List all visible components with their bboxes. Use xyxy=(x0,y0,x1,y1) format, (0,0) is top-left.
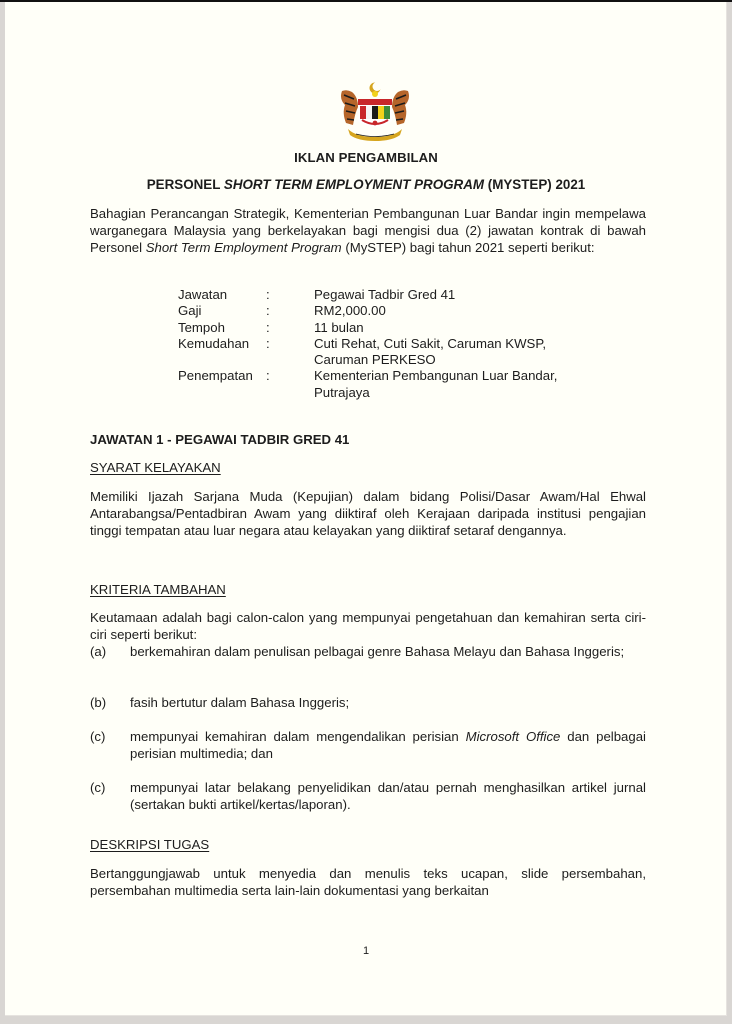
criteria-item xyxy=(90,643,646,660)
criteria-item xyxy=(90,728,646,762)
duties-heading: DESKRIPSI TUGAS xyxy=(90,837,210,852)
subtitle-prefix: PERSONEL xyxy=(146,177,224,192)
detail-value: RM2,000.00 xyxy=(314,303,386,319)
detail-colon: : xyxy=(266,287,270,302)
detail-value: Pegawai Tadbir Gred 41 xyxy=(314,287,456,302)
detail-label: Kemudahan xyxy=(178,335,250,351)
item-text-before: mempunyai kemahiran dalam mengendalikan perisian xyxy=(130,729,466,744)
detail-row-jawatan xyxy=(178,287,594,303)
job-details-table xyxy=(178,287,594,401)
subtitle-suffix: (MYSTEP) 2021 xyxy=(484,177,586,192)
item-text: mempunyai latar belakang penyelidikan dan/atau pernah menghasilkan artikel jurnal (sertakan bukti artikel/kertas/laporan). xyxy=(130,780,646,812)
item-marker: (c) xyxy=(90,729,106,744)
subtitle-italic: SHORT TERM EMPLOYMENT PROGRAM xyxy=(223,177,485,192)
detail-label: Tempoh xyxy=(178,319,225,335)
detail-row-gaji xyxy=(178,303,594,319)
intro-paragraph xyxy=(90,205,646,256)
page-number: 1 xyxy=(362,945,370,957)
item-marker: (b) xyxy=(90,695,107,710)
detail-value: Cuti Rehat, Cuti Sakit, Caruman KWSP, Caruman PERKESO xyxy=(314,335,547,368)
detail-label: Jawatan xyxy=(178,287,228,302)
item-italic: Microsoft Office xyxy=(465,729,561,744)
additional-criteria-heading: KRITERIA TAMBAHAN xyxy=(90,582,226,597)
document-title: IKLAN PENGAMBILAN xyxy=(294,150,438,165)
criteria-item xyxy=(90,779,646,813)
detail-colon: : xyxy=(266,335,270,351)
intro-italic: Short Term Employment Program xyxy=(145,240,342,255)
detail-row-tempoh xyxy=(178,320,594,336)
duties-text: Bertanggungjawab untuk menyedia dan menulis teks ucapan, slide persembahan, persembahan multimedia serta lain-lain dokumentasi yang berkaitan xyxy=(90,866,646,898)
detail-label: Penempatan xyxy=(178,368,253,384)
item-marker: (a) xyxy=(90,644,107,659)
detail-value: 11 bulan xyxy=(314,319,364,335)
detail-colon: : xyxy=(266,303,270,319)
document-page xyxy=(5,2,727,1016)
intro-text-1: Bahagian Perancangan Strategik, Kementerian Pembangunan Luar Bandar ingin mempelawa warganegara Malaysia yang berkelayakan bagi mengisi dua (2) jawatan kontrak di bawah Personel xyxy=(90,206,646,255)
position-heading: JAWATAN 1 - PEGAWAI TADBIR GRED 41 xyxy=(90,432,350,447)
intro-text-2: (MySTEP) bagi tahun 2021 seperti berikut: xyxy=(341,240,595,255)
detail-label: Gaji xyxy=(178,303,202,319)
detail-value: Kementerian Pembangunan Luar Bandar, Putrajaya xyxy=(314,368,558,400)
requirements-heading: SYARAT KELAYAKAN xyxy=(90,460,221,475)
coat-of-arms-logo xyxy=(336,81,414,143)
additional-criteria-intro: Keutamaan adalah bagi calon-calon yang mempunyai pengetahuan dan kemahiran serta ciri-ciri seperti berikut: xyxy=(90,610,646,642)
item-marker: (c) xyxy=(90,780,106,795)
detail-colon: : xyxy=(266,368,270,384)
requirements-text: Memiliki Ijazah Sarjana Muda (Kepujian) dalam bidang Polisi/Dasar Awam/Hal Ehwal Antarabangsa/Pentadbiran Awam yang diiktiraf oleh Kerajaan daripada institusi pengajian tinggi tempatan atau luar negara atau kelayakan yang diiktiraf setaraf dengannya. xyxy=(90,489,646,538)
document-subtitle xyxy=(5,177,727,192)
item-text: berkemahiran dalam penulisan pelbagai genre Bahasa Melayu dan Bahasa Inggeris; xyxy=(130,644,625,659)
detail-row-penempatan xyxy=(178,368,594,401)
detail-row-kemudahan xyxy=(178,336,594,369)
detail-colon: : xyxy=(266,319,270,335)
item-text-after: dan pelbagai perisian multimedia; dan xyxy=(130,729,646,761)
criteria-item xyxy=(90,694,646,711)
item-text xyxy=(130,728,646,762)
item-text: fasih bertutur dalam Bahasa Inggeris; xyxy=(130,695,350,710)
